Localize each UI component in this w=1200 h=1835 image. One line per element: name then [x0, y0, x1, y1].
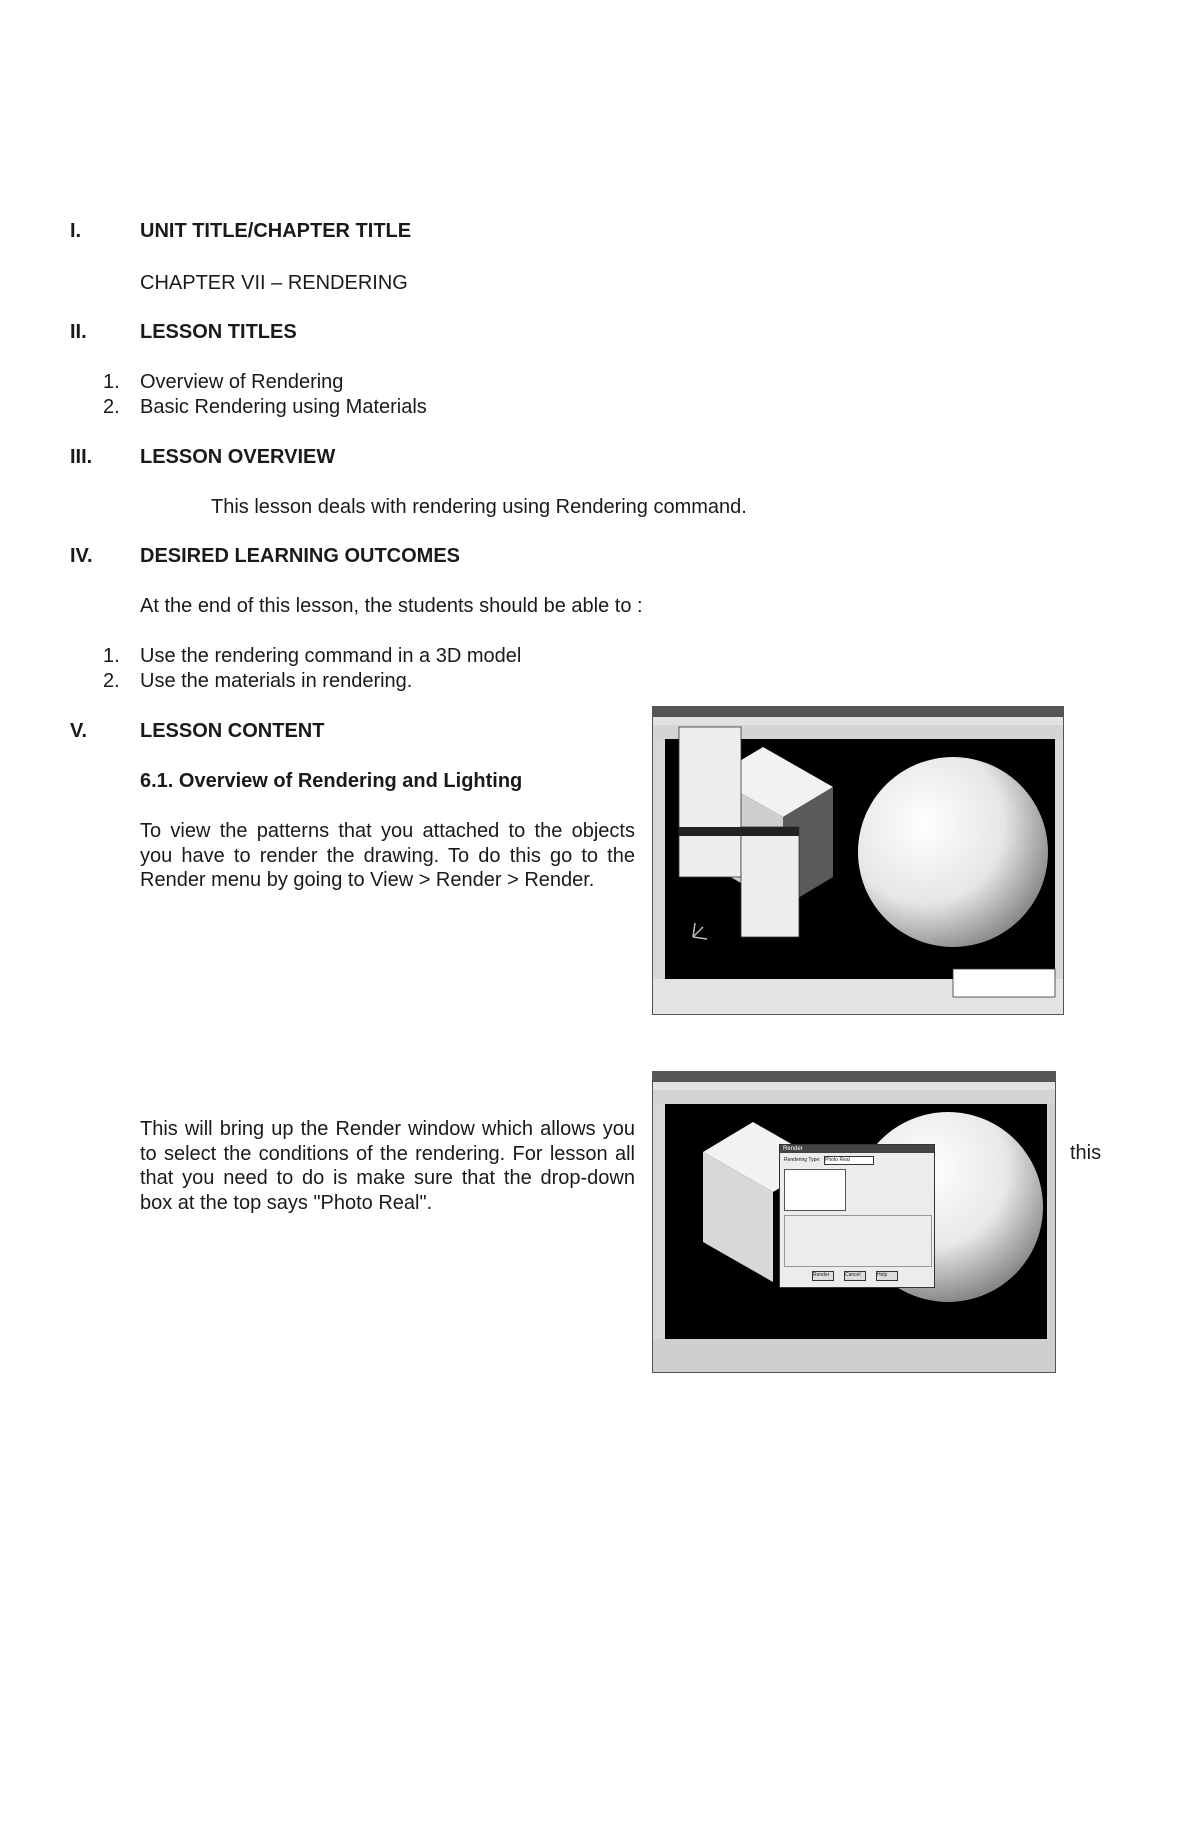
chapter-title: CHAPTER VII – RENDERING	[140, 272, 408, 294]
section-number: II.	[70, 321, 87, 343]
render-button[interactable]: Render	[812, 1271, 834, 1281]
rendering-type-label: Rendering Type:	[784, 1157, 821, 1163]
section-number: III.	[70, 446, 93, 468]
paragraph-text: This will bring up the Render window which allows you to select the conditions of the rendering. For	[140, 1118, 635, 1165]
section-number: V.	[70, 720, 88, 742]
list-number: 2.	[103, 670, 120, 692]
section-title: LESSON TITLES	[140, 321, 297, 343]
section-title: LESSON OVERVIEW	[140, 446, 336, 468]
outcomes-intro: At the end of this lesson, the students should be able to :	[140, 595, 643, 617]
section-title: DESIRED LEARNING OUTCOMES	[140, 545, 461, 567]
render-dialog-title: Render	[780, 1145, 934, 1153]
list-number: 1.	[103, 371, 120, 393]
cancel-button[interactable]: Cancel	[844, 1271, 866, 1281]
scene-list[interactable]	[784, 1169, 846, 1211]
overview-text: This lesson deals with rendering using Rendering command.	[211, 496, 747, 518]
section-title: UNIT TITLE/CHAPTER TITLE	[140, 220, 412, 242]
section-number: IV.	[70, 545, 93, 567]
paragraph-side-word: this	[1070, 1142, 1102, 1164]
screenshot-render-menu	[652, 706, 1064, 1015]
list-number: 2.	[103, 396, 120, 418]
outcome-item: Use the rendering command in a 3D model	[140, 645, 522, 667]
paragraph-render-menu: To view the patterns that you attached to the objects you have to render the drawing. To do this go to the Render menu by going to View > Render > Render.	[140, 820, 635, 891]
paragraph-text-continued: lesson all that you need to do is make sure that the drop-down box at the top says "Photo Real".	[140, 1142, 635, 1214]
list-number: 1.	[103, 645, 120, 667]
outcome-item: Use the materials in rendering.	[140, 670, 413, 692]
lesson-title-item: Basic Rendering using Materials	[140, 396, 427, 418]
render-dialog	[779, 1144, 935, 1288]
section-title: LESSON CONTENT	[140, 720, 325, 742]
rendering-type-dropdown[interactable]: Photo Real	[824, 1156, 874, 1165]
lesson-title-item: Overview of Rendering	[140, 371, 344, 393]
options-group	[784, 1215, 932, 1267]
section-number: I.	[70, 220, 82, 242]
screenshot-render-menu-image	[653, 707, 1063, 1014]
paragraph-render-window	[140, 1117, 635, 1215]
help-button[interactable]: Help	[876, 1271, 898, 1281]
subsection-title: 6.1. Overview of Rendering and Lighting	[140, 770, 523, 792]
screenshot-render-dialog	[652, 1071, 1056, 1373]
